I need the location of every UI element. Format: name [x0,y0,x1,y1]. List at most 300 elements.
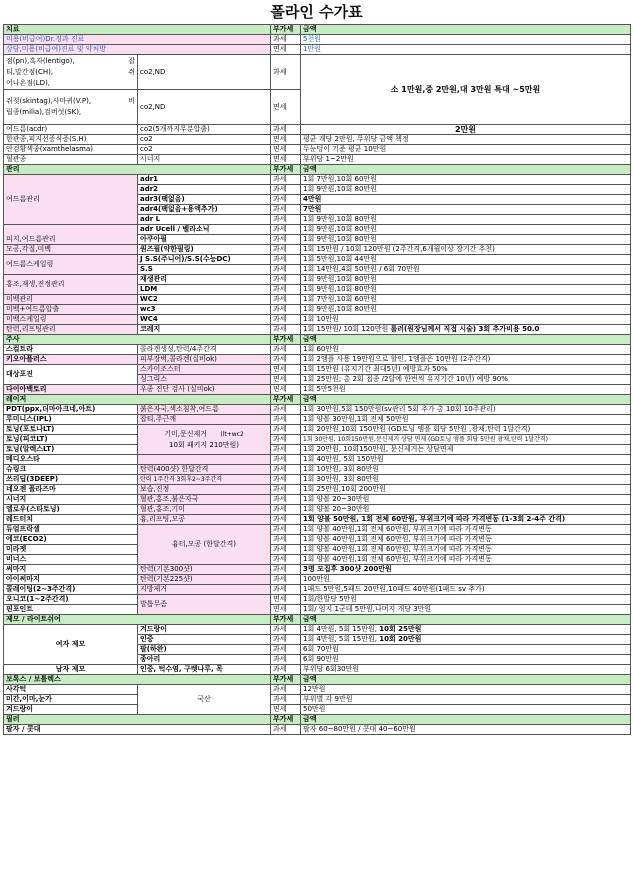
text: 1회 15만원/ 10회 120만원 [303,325,391,333]
cell-method: 피부장벽,콜라겐(실비ok) [138,355,271,365]
cell-name: 팔자 / 콧대 [4,725,271,735]
cell-method: 싱그릭스 [138,375,271,385]
cell-vat: 과세 [271,355,301,365]
cell-method: 흉,리프팅,모공 [138,515,271,525]
cell-name: PDT(ppx,더마아크네,아트) [4,405,138,415]
cell-method: 발톱무좀 [138,595,271,615]
cell-method: 흉터,모공 (한달간격) [138,525,271,565]
table-row [4,475,631,485]
cell-vat: 과세 [271,505,301,515]
cell-vat: 과세 [271,645,301,655]
cell-method: 시너지 [138,155,271,165]
cell-vat: 과세 [271,435,301,445]
cell-price: 1회 20만원, 10회150만원, 문신제거는 상담면제 [301,445,631,455]
cell-method: co2 [138,145,271,155]
table-row [4,585,631,595]
cell-price: 1회 양볼 40만원,1회 전체 60만원, 부위크기에 따라 가격변동 [301,535,631,545]
header-price: 금액 [301,675,631,685]
cell-name: 사각턱 [4,685,138,695]
table-row [4,575,631,585]
cell-price: 1회 2앰플 사용 19만원으로 할인, 1앰플은 10만원 (2주간격) [301,355,631,365]
header-vat: 부가세 [271,715,301,725]
cell-vat: 과세 [271,565,301,575]
cell-price: 1회 5만원,10회 44만원 [301,255,631,265]
cell-name: 엘로우(스타토닝) [4,505,138,515]
cell-method: 종아리 [138,655,271,665]
cell-method: co2,ND [138,55,271,90]
cell-method: 콜라겐생성,탄력/4주간격 [138,345,271,355]
text: 잡 [128,56,135,65]
table-row [4,455,631,465]
cell-price: 1회 15만원 (유지기간 최대5년) 예방효과 50% [301,365,631,375]
table-row [4,145,631,155]
table-row [4,345,631,355]
header-vat: 부가세 [271,165,301,175]
cell-name: 메디오스타 [4,455,138,465]
table-row [4,535,631,545]
cell-vat: 과세 [271,515,301,525]
cell-vat: 과세 [271,285,301,295]
cell-method: 탄력(400샷) 한달간격 [138,465,271,475]
cell-price: 4만원 [301,195,631,205]
cell-vat: 면세 [271,385,301,395]
table-row [4,485,631,495]
cell-vat: 면세 [271,135,301,145]
cell-price: 1회 양볼 50만원, 1회 전체 60만원, 부위크기에 따라 가격변동 (1-3회 2-4주 간격) [301,515,631,525]
cell-vat: 과세 [271,555,301,565]
cell-vat: 과세 [271,485,301,495]
cell-method: 붉은자국,색소침착,여드름 [138,405,271,415]
cell-vat: 과세 [271,305,301,315]
text: 점(pn),흑자(lentigo), [6,56,75,65]
cell-vat: 과세 [271,415,301,425]
cell-vat: 면세 [271,365,301,375]
table-row [4,245,631,255]
cell-name: 비너스 [4,555,138,565]
cell-price: 1회 7만원,10회 60만원 [301,295,631,305]
table-row [4,275,631,285]
text: 10회 패키지 210만원) [168,440,240,449]
cell-name: 남자 제모 [4,665,138,675]
cell-vat: 과세 [271,175,301,185]
cell-vat: 면세 [271,605,301,615]
cell-price: 1회/ 엄지 1군데 5만원,나머지 개당 3만원 [301,605,631,615]
cell-method: 탄력 1주간격 3회후2~3주간격 [138,475,271,485]
cell-group: 여자 제모 [4,625,138,665]
cell-method: wc3 [138,305,271,315]
cell-vat: 과세 [271,685,301,695]
cell-vat: 과세 [271,315,301,325]
cell-method: adr1 [138,175,271,185]
cell-name: 스컬트라 [4,345,138,355]
table-row [4,155,631,165]
cell-method: co2 [138,135,271,145]
cell-price: 두눈덩이 기준 평균 10만원 [301,145,631,155]
cell-method: 국산 [138,685,271,715]
table-row [4,505,631,515]
cell-price: 12만원 [301,685,631,695]
cell-vat: 면세 [271,595,301,605]
cell-vat: 과세 [271,325,301,335]
cell-vat: 과세 [271,245,301,255]
cell-method: 재생관리 [138,275,271,285]
cell-name: 미백관리 [4,295,138,305]
page-title: 폴라인 수가표 [270,3,363,21]
cell-name: 한관종,피지선증식증(S.H) [4,135,138,145]
text: 비 [128,97,135,105]
cell-price: 1회 양볼 40만원,1회 전체 60만원, 부위크기에 따라 가격변동 [301,525,631,535]
cell-method: 인중, 턱수염, 구렛나루, 목 [138,665,271,675]
cell-name: 상담,미용(비급여)진료 및 약처방 [4,45,271,55]
cell-name: 미용(비급여)Dr.경과 진료 [4,35,271,45]
cell-name: 오니코(1~2주간격) [4,595,138,605]
cell-vat: 과세 [271,635,301,645]
table-row [4,175,631,185]
table-row [4,425,631,435]
cell-price: 1회 7만원,10회 60만원 [301,175,631,185]
cell-price [301,635,631,645]
cell-vat: 과세 [271,225,301,235]
cell-name: 콜레이팅(2~3주간격) [4,585,138,595]
cell-price: 1만원 [301,45,631,55]
cell-method: LDM [138,285,271,295]
cell-price: 1회 30만원,5회 150만원(sv관리 5회 추가 총 10회 10주관리) [301,405,631,415]
header-price: 금액 [301,395,631,405]
cell-vat: 면세 [271,705,301,715]
cell-vat: 과세 [271,445,301,455]
cell-name: 듀얼프락셀 [4,525,138,535]
cell-price: 1회 9만원,10회 80만원 [301,285,631,295]
table-row [4,555,631,565]
cell-price: 1회 9만원,10회 80만원 [301,185,631,195]
table-row [4,225,631,235]
cell-vat: 과세 [271,265,301,275]
table-row [4,595,631,605]
cell-method: 탄력(기본300샷) [138,565,271,575]
cell-name: 미백스케일링 [4,315,138,325]
header-treatment: 치료 [4,25,271,35]
table-row [4,565,631,575]
cell-price: 6회 70만원 [301,645,631,655]
table-row [4,725,631,735]
table-row [4,355,631,365]
cell-vat: 과세 [271,185,301,195]
cell-vat: 과세 [271,125,301,135]
cell-price: 1회 10만원, 3회 80만원 [301,465,631,475]
section-header-filler [4,715,631,725]
section-header-treatment [4,25,631,35]
cell-price: 1회 15만원 / 10회 120만원 (2주간격,6개월이상 장기간 추천) [301,245,631,255]
cell-vat: 과세 [271,535,301,545]
cell-method: adr Ucell / 벨라소닉 [138,225,271,235]
cell-vat: 면세 [271,45,301,55]
cell-price: 1패드 5만원,5패드 20만원,10패드 40만원(1패드 sv 추가) [301,585,631,595]
cell-price: 1회 10만원 [301,315,631,325]
cell-price: 1회 9만원,10회 80만원 [301,275,631,285]
text: 10회 25만원 [379,625,422,633]
header-hair-removal: 제모 / 라이트쉬어 [4,615,271,625]
cell-name: 핀포인트 [4,605,138,615]
cell-name: 쓰리딥(3DEEP) [4,475,138,485]
text: 1회 4만원, 5회 15만원, [303,635,380,643]
table-row [4,415,631,425]
cell-vat: 과세 [271,215,301,225]
cell-price: 1회 30만원, 10회150만원,문신제거 상담 면제 (GD토닝 앰플 회당 5만원 광채,탄력 1달간격) [301,435,631,445]
cell-price: 부위별 각 9만원 [301,695,631,705]
cell-group: 대상포진 [4,365,138,385]
cell-vat: 과세 [271,575,301,585]
cell-vat: 과세 [271,695,301,705]
table-row [4,325,631,335]
section-header-laser [4,395,631,405]
cell-name: 아이써마지 [4,575,138,585]
table-row [4,705,631,715]
cell-group: 여드름관리 [4,175,138,225]
cell-vat: 과세 [271,35,301,45]
cell-vat: 과세 [271,205,301,215]
cell-vat: 과세 [271,405,301,415]
cell-price: 1회 양볼 40만원,1회 전체 60만원, 부위크기에 따라 가격변동 [301,545,631,555]
table-row [4,605,631,615]
cell-method: 잡티,주근깨 [138,415,271,425]
cell-price: 1회 60만원 [301,345,631,355]
cell-price: 1회 5만5천원 [301,385,631,395]
cell-vat: 면세 [271,155,301,165]
cell-name: 루미니스(IPL) [4,415,138,425]
text: 쥐 [128,67,135,76]
cell-vat: 과세 [271,495,301,505]
table-row [4,365,631,375]
cell-price: 1회 14만원,4회 50만원 / 6회 70만원 [301,265,631,275]
cell-method: 탄력(기본225샷) [138,575,271,585]
table-row [4,525,631,535]
cell-vat: 과세 [271,475,301,485]
cell-name: 다이아백토리 [4,385,138,395]
section-header-care [4,165,631,175]
cell-name: 미라젯 [4,545,138,555]
cell-method: WC4 [138,315,271,325]
cell-method: 팔(하완) [138,645,271,655]
cell-name: 토닝(알렉스LT) [4,445,138,455]
cell-price: 5천원 [301,35,631,45]
text: 쥐젖(skintag),사마귀(V.P), [6,97,92,105]
cell-price: 1회/한발당 5만원 [301,595,631,605]
header-price: 금액 [301,165,631,175]
cell-method: adr3(팩없음) [138,195,271,205]
cell-price: 평균 개당 2만원, 무위당 금액 책정 [301,135,631,145]
table-row [4,385,631,395]
cell-vat: 과세 [271,585,301,595]
table-row [4,495,631,505]
section-header-hair-removal [4,615,631,625]
cell-method [138,425,271,455]
cell-vat: 과세 [271,195,301,205]
table-row [4,405,631,415]
cell-price: 1회 양볼 40만원,1회 전체 60만원, 부위크기에 따라 가격변동 [301,555,631,565]
cell-method: 우종 진단 검사 (실비ok) [138,385,271,395]
header-vat: 부가세 [271,335,301,345]
cell-name [4,55,138,90]
table-row [4,435,631,445]
cell-vat: 과세 [271,525,301,535]
cell-vat: 과세 [271,295,301,305]
cell-price: 7만원 [301,205,631,215]
text: 티,말간점(CH), [6,67,54,76]
text: 롤러(원장님께서 직접 시술) 3회 추가비용 50.0 [390,325,540,333]
table-row [4,295,631,305]
table-row [4,545,631,555]
header-vat: 부가세 [271,395,301,405]
table-row [4,255,631,265]
cell-name: 토닝(포토나LT) [4,425,138,435]
table-row [4,515,631,525]
cell-price: 소 1만원,중 2만원,대 3만원 특대 ~5만원 [301,55,631,125]
header-price: 금액 [301,615,631,625]
cell-method: S.S [138,265,271,275]
cell-price: 1회 9만원,10회 80만원 [301,305,631,315]
header-price: 금액 [301,335,631,345]
table-row [4,445,631,455]
cell-name: 미간,이마,눈가 [4,695,138,705]
cell-price: 1회 25만원; 총 2회 접종 /2달에 한번씩 유지기간 10년) 예방 90% [301,375,631,385]
cell-method: 퀀즈필(약한필링) [138,245,271,255]
cell-method: co2(5개까지무분압출) [138,125,271,135]
cell-price: 1회 25만원,10회 200만원 [301,485,631,495]
table-row [4,665,631,675]
cell-price: 2만원 [301,125,631,135]
cell-method: 보습,진정 [138,485,271,495]
cell-vat: 과세 [271,545,301,555]
cell-method: 인중 [138,635,271,645]
cell-name [4,90,138,125]
cell-method: 스카이조스터 [138,365,271,375]
text: 1회 4만원, 5회 15만원, [303,625,380,633]
cell-name: 미백+여드름압출 [4,305,138,315]
header-vat: 부가세 [271,615,301,625]
price-table [3,24,631,735]
header-botox: 보톡스 / 보툴렉스 [4,675,271,685]
table-row [4,55,631,90]
cell-vat: 과세 [271,235,301,245]
cell-method: 겨드랑이 [138,625,271,635]
cell-price: 50만원 [301,705,631,715]
cell-price: 1회 20만원,10회 150만원 (GD토닝 앰플 회당 5만원 ,광채,탄력 1달간격) [301,425,631,435]
cell-method: 코레지 [138,325,271,335]
cell-price: 부위당 1~2만원 [301,155,631,165]
table-row [4,125,631,135]
cell-method: 아쿠아필 [138,235,271,245]
header-care: 관리 [4,165,271,175]
cell-name: 네오젠 플라즈마 [4,485,138,495]
cell-group: 여드름스케일링 [4,255,138,275]
cell-name: 혈관종 [4,155,138,165]
cell-method: adr2 [138,185,271,195]
header-price: 금액 [301,25,631,35]
text: 기미,문신제거 [164,429,208,438]
cell-method [138,455,271,465]
table-row [4,695,631,705]
cell-price: 1회 양볼 20~30만원 [301,505,631,515]
table-row [4,625,631,635]
cell-vat: 과세 [271,345,301,355]
cell-method: 혈관,홍조,기미 [138,505,271,515]
cell-price: 1회 9만원,10회 80만원 [301,235,631,245]
section-header-botox [4,675,631,685]
cell-vat: 과세 [271,425,301,435]
cell-price: 1회 40만원, 5회 150만원 [301,455,631,465]
cell-method: co2,ND [138,90,271,125]
section-header-injection [4,335,631,345]
header-vat: 부가세 [271,25,301,35]
text: 10회 20만원 [379,635,422,643]
cell-vat: 면세 [271,145,301,155]
cell-vat: 과세 [271,465,301,475]
table-row [4,135,631,145]
cell-group: 피지,여드름관리 [4,225,138,245]
cell-name: 안검황색종(xamthelasma) [4,145,138,155]
cell-price: 팔자 60~80만원 / 콧대 40~60만원 [301,725,631,735]
header-injection: 주사 [4,335,271,345]
cell-price: 6회 90만원 [301,655,631,665]
text: (lt+wc2 [220,430,244,438]
cell-name: 토닝(피코LT) [4,435,138,445]
cell-vat: 면세 [271,90,301,125]
cell-vat: 과세 [271,665,301,675]
header-vat: 부가세 [271,675,301,685]
cell-vat: 과세 [271,655,301,665]
header-laser: 레이저 [4,395,271,405]
cell-name: 탄력,리프팅관리 [4,325,138,335]
cell-name: 모공,각질,미백 [4,245,138,255]
cell-name: 키오아플러스 [4,355,138,365]
cell-name: 레드터치 [4,515,138,525]
table-row [4,465,631,475]
cell-price: 1회 30만원, 3회 80만원 [301,475,631,485]
cell-price: 1회 양볼 30만원,1회 전체 50만원 [301,415,631,425]
cell-price [301,625,631,635]
cell-price: 3명 모집후 300샷 200만원 [301,565,631,575]
header-price: 금액 [301,715,631,725]
table-row [4,685,631,695]
cell-vat: 과세 [271,725,301,735]
cell-group: 홍조,재생,진정관리 [4,275,138,295]
header-filler: 필러 [4,715,271,725]
cell-price: 1회 양볼 20~30만원 [301,495,631,505]
cell-method: 혈관,홍조,붉은자국 [138,495,271,505]
text: 립종(milia),검버섯(SK), [6,108,82,116]
cell-method: adr L [138,215,271,225]
cell-vat: 과세 [271,625,301,635]
cell-vat: 과세 [271,275,301,285]
cell-method: 지방제거 [138,585,271,595]
cell-name: 슈링크 [4,465,138,475]
cell-method: WC2 [138,295,271,305]
cell-name: 에코(ECO2) [4,535,138,545]
cell-vat: 면세 [271,375,301,385]
cell-method: adr4(팩없음+용액추가) [138,205,271,215]
cell-price [301,325,631,335]
cell-name: 여드름(acdr) [4,125,138,135]
cell-price: 1회 9만원,10회 80만원 [301,215,631,225]
cell-vat: 과세 [271,255,301,265]
cell-method: J S.S(주니어)/S.S(수능DC) [138,255,271,265]
table-row [4,315,631,325]
cell-name: 써마지 [4,565,138,575]
text: 어나온점(LD), [6,78,51,87]
cell-vat: 과세 [271,55,301,90]
table-row [4,305,631,315]
cell-name: 겨드랑이 [4,705,138,715]
